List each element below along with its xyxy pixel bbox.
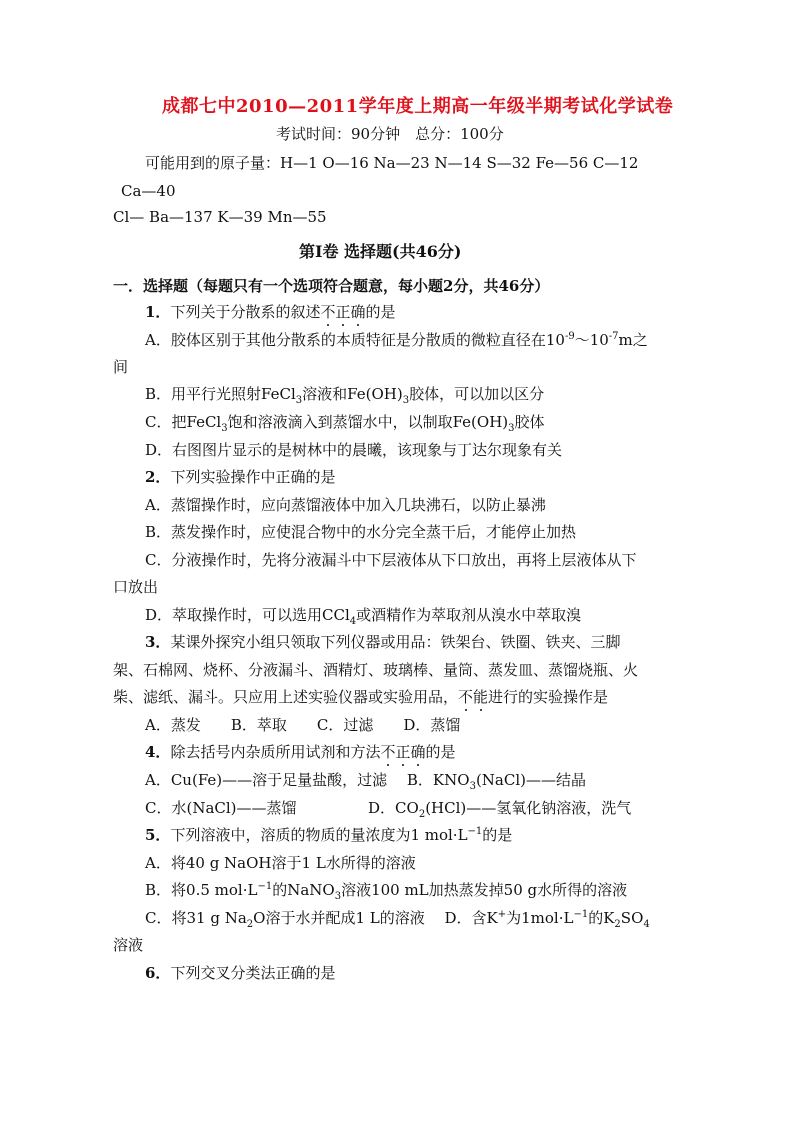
- question-number: 2．: [145, 468, 171, 486]
- emphasis-char: 不: [458, 688, 474, 706]
- question-4: 4．除去括号内杂质所用试剂和方法不正确的是: [145, 743, 456, 761]
- question-5: 5．下列溶液中，溶质的物质的量浓度为1 $mol\cdot L^{-1}$的是: [145, 826, 513, 844]
- q2-option-d: D．萃取操作时，可以选用CCl$_4$或酒精作为萃取剂从溴水中萃取溴: [145, 606, 582, 627]
- q2-option-c-cont: 口放出: [113, 578, 159, 596]
- exam-info: 考试时间：90分钟 总分：100分: [276, 125, 504, 143]
- question-number: 4．: [145, 743, 171, 761]
- q1-option-a-cont: 间: [113, 358, 129, 376]
- atomic-masses-line-1: 可能用到的原子量：H—1 O—16 Na—23 N—14 S—32 Fe—56 C—12: [145, 154, 639, 172]
- q4-option-c: C．水(NaCl)——蒸馏: [145, 799, 297, 817]
- section-title: 第Ⅰ卷 选择题(共46分): [299, 242, 462, 261]
- question-3: 3．某课外探究小组只领取下列仪器或用品：铁架台、铁圈、铁夹、三脚: [145, 633, 621, 651]
- question-number: 6．: [145, 964, 171, 982]
- atomic-masses-line-2: Ca—40: [121, 182, 176, 200]
- atomic-masses-line-3: Cl— Ba—137 K—39 Mn—55: [113, 208, 327, 226]
- q5-options-cd-cont: 溶液: [113, 936, 144, 954]
- emphasis-char: 能: [473, 688, 489, 706]
- emphasis-char: 确: [410, 743, 426, 761]
- q1-option-a: A．胶体区别于其他分散系的本质特征是分散质的微粒直径在$10^{-9}\sim 10^{-7}m$之: [145, 331, 648, 349]
- question-2: 2．下列实验操作中正确的是: [145, 468, 336, 486]
- q1-option-c: C．把FeCl$_3$饱和溶液滴入到蒸馏水中，以制取$Fe(OH)_3$胶体: [145, 413, 545, 434]
- q1-option-b: B．用平行光照射FeCl$_3$溶液和$Fe(OH)_3$胶体，可以加以区分: [145, 385, 545, 406]
- q2-option-b: B．蒸发操作时，应使混合物中的水分完全蒸干后，才能停止加热: [145, 523, 577, 541]
- emphasis-char: 正: [335, 303, 351, 321]
- question-number: 5．: [145, 826, 171, 844]
- question-3-line-3: 柴、滤纸、漏斗。只应用上述实验仪器或实验用品，不能进行的实验操作是: [113, 688, 609, 706]
- q5-option-a: A．将40 g NaOH溶于1 L水所得的溶液: [145, 854, 416, 872]
- q2-option-a: A．蒸馏操作时，应向蒸馏液体中加入几块沸石，以防止暴沸: [145, 496, 546, 514]
- q4-options-ab: A．Cu(Fe)——溶于足量盐酸，过滤 B．$KNO_3(NaCl)——$结晶: [145, 771, 586, 792]
- q5-option-b: B．将0.5 $mol\cdot L^{-1}$的NaNO$_3$溶液100 mL加热蒸发掉50 g水所得的溶液: [145, 881, 628, 902]
- question-3-line-2: 架、石棉网、烧杯、分液漏斗、酒精灯、玻璃棒、量筒、蒸发皿、蒸馏烧瓶、火: [113, 661, 639, 679]
- q1-option-d: D．右图图片显示的是树林中的晨曦，该现象与丁达尔现象有关: [145, 441, 563, 459]
- q5-options-cd: C．将31 g $Na_2O$溶于水并配成1 L的溶液 D．含K+为$1mol\cdot L^{-1}$的$K_2SO_4$: [145, 909, 650, 930]
- q2-option-c: C．分液操作时，先将分液漏斗中下层液体从下口放出，再将上层液体从下: [145, 551, 637, 569]
- emphasis-char: 正: [395, 743, 411, 761]
- emphasis-char: 确: [350, 303, 366, 321]
- emphasis-char: 不: [320, 303, 336, 321]
- q3-options: A．蒸发 B．萃取 C．过滤 D．蒸馏: [145, 716, 461, 734]
- question-1: 1．下列关于分散系的叙述不正确的是: [145, 303, 396, 321]
- question-6: 6．下列交叉分类法正确的是: [145, 964, 336, 982]
- emphasis-char: 不: [380, 743, 396, 761]
- part-one-heading: 一．选择题（每题只有一个选项符合题意，每小题2分，共46分）: [113, 277, 550, 295]
- exam-title: 成都七中2010—2011学年度上期高一年级半期考试化学试卷: [162, 96, 674, 117]
- q4-option-d: D．$CO_2(HCl)——$氢氧化钠溶液，洗气: [368, 799, 632, 820]
- question-number: 1．: [145, 303, 171, 321]
- question-number: 3．: [145, 633, 171, 651]
